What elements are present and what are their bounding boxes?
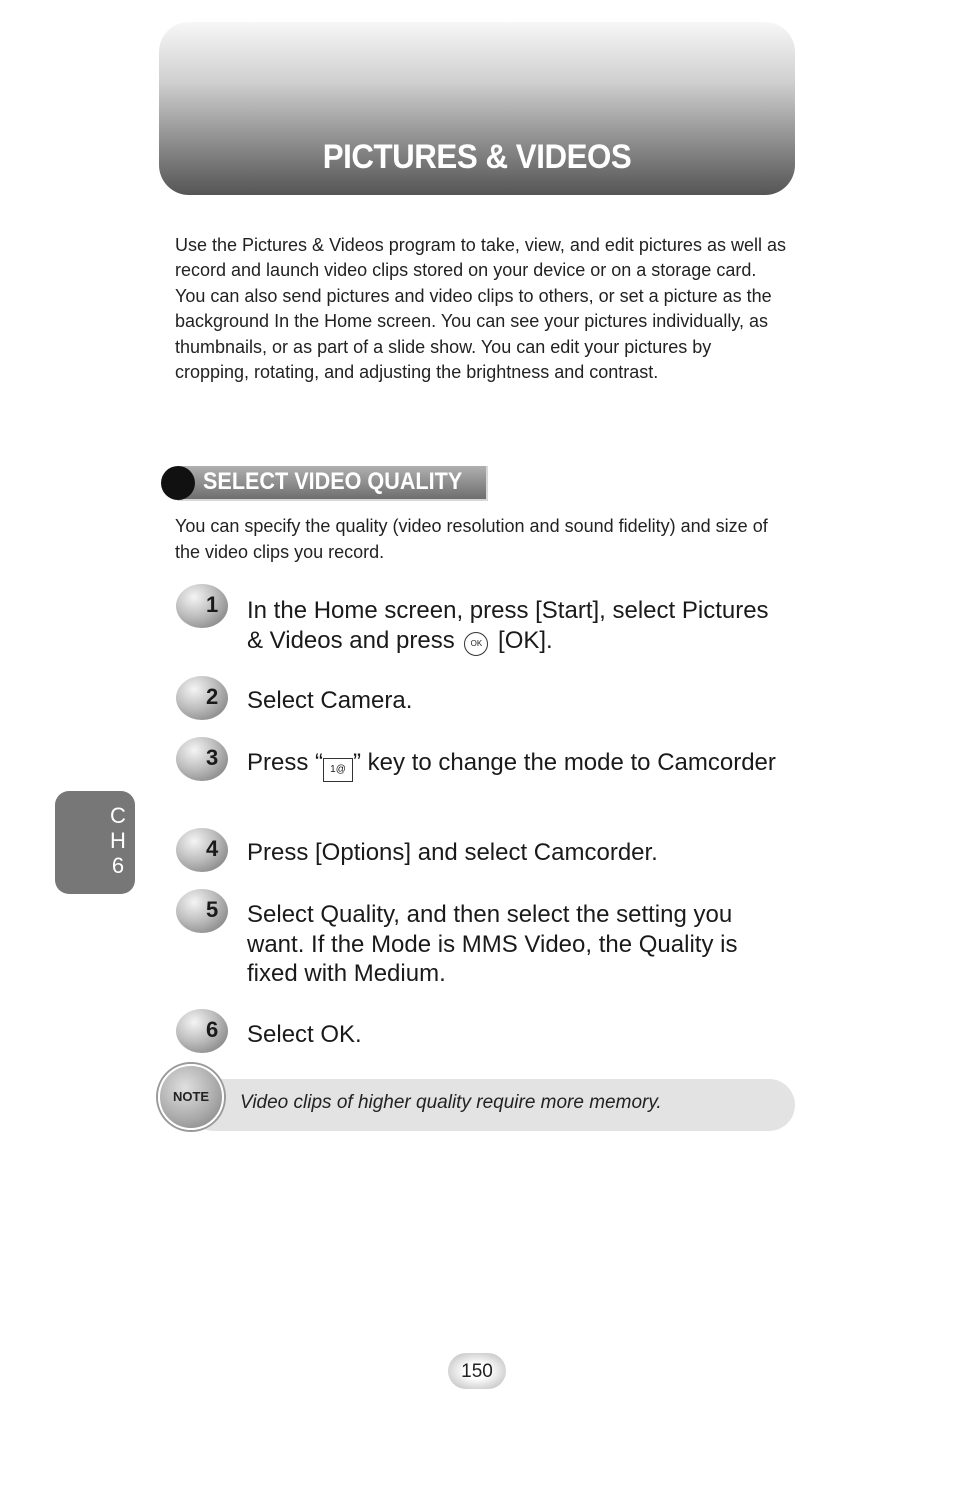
step-badge-4 (176, 828, 232, 874)
page-title: PICTURES & VIDEOS (322, 138, 632, 176)
step-number: 2 (206, 684, 219, 709)
step-text-part: In the Home screen, press [Start], select Pictures & Videos and press (247, 597, 769, 654)
step-badge-2 (176, 676, 232, 722)
step-text-part: [OK]. (498, 626, 553, 654)
step-number: 6 (206, 1017, 219, 1042)
step-disc-icon (176, 828, 228, 872)
step-disc-icon (176, 584, 228, 628)
note-text: Video clips of higher quality require more memory. (240, 1092, 662, 1113)
intro-paragraph: Use the Pictures & Videos program to take, view, and edit pictures as well as record and launch video clips stored on your device or on a storage card. You can also send pictures and video clips to others, or set a picture as the background In the Home screen. You can see your pictures individually, as thumbnails, or as part of a slide show. You can edit your pictures by cropping, rotating, and adjusting the brightness and contrast. (175, 235, 786, 383)
step-text-part: ” key to change the mode to Camcorder (353, 749, 776, 776)
step-badge-5 (176, 889, 232, 935)
note-label: NOTE (172, 1089, 210, 1104)
step-disc-icon (176, 737, 228, 781)
step-text-6: Select OK. (247, 1021, 362, 1048)
page-number (448, 1353, 506, 1389)
step-number: 5 (206, 897, 219, 922)
step-disc-icon (176, 676, 228, 720)
ok-key-icon: OK (464, 632, 488, 656)
mode-key-icon: 1@ (323, 758, 353, 782)
step-badge-1 (176, 584, 232, 630)
page-number-text: 150 (461, 1361, 493, 1382)
step-number: 3 (206, 745, 219, 770)
step-text-2: Select Camera. (247, 687, 413, 714)
section-header (161, 466, 487, 500)
note-icon (158, 1064, 224, 1130)
step-badge-3 (176, 737, 232, 783)
bullet-dot-icon (161, 466, 195, 500)
step-text-1 (247, 596, 782, 656)
step-text-4: Press [Options] and select Camcorder. (247, 839, 658, 866)
step-number: 4 (206, 836, 219, 861)
step-text-part: Press “ (247, 749, 324, 776)
chapter-tab (55, 791, 135, 894)
chapter-label: C H 6 (110, 803, 126, 878)
step-number: 1 (206, 592, 219, 617)
section-title: SELECT VIDEO QUALITY (203, 468, 463, 495)
step-text-5: Select Quality, and then select the setting you want. If the Mode is MMS Video, the Quality is fixed with Medium. (247, 901, 738, 987)
section-description: You can specify the quality (video resolution and sound fidelity) and size of the video clips you record. (175, 516, 768, 562)
step-badge-6 (176, 1009, 232, 1055)
step-disc-icon (176, 889, 228, 933)
step-text-3 (247, 748, 782, 782)
step-disc-icon (176, 1009, 228, 1053)
